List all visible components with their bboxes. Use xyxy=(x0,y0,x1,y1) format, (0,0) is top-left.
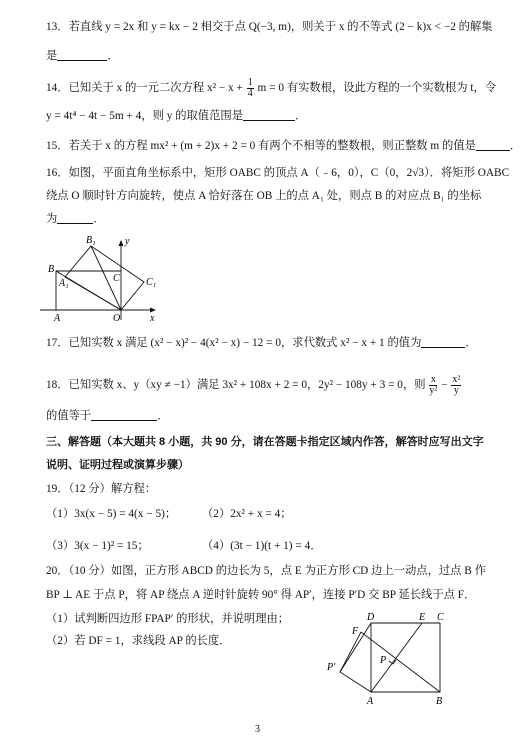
q18-line2 xyxy=(46,409,169,423)
q14-fraction xyxy=(247,78,254,99)
q16-prefix: 为 xyxy=(46,213,58,225)
q14-text-a: 14．已知关于 x 的一元二次方程 x² − x + xyxy=(46,82,243,95)
q18-prefix: 的值等于 xyxy=(46,410,92,422)
q18-fraction-2 xyxy=(451,375,461,396)
q16-label-b1: B₁ xyxy=(86,235,96,246)
q20-right-angle-mark xyxy=(389,660,396,664)
q18-answer-blank xyxy=(91,409,157,421)
q16-label-a1: A₁ xyxy=(59,278,69,289)
q18-minus: − xyxy=(441,379,448,392)
q20-figure xyxy=(320,610,460,710)
q16-label-b: B xyxy=(48,264,55,275)
q19-part3: （3）3(x − 1)² = 15； xyxy=(46,540,149,552)
q13-suffix: ． xyxy=(107,50,119,62)
q20-line4: （2）若 DF = 1，求线段 AP 的长度． xyxy=(46,635,231,647)
q16-line3 xyxy=(46,212,105,226)
q14-frac-den: 4 xyxy=(247,88,253,99)
q14-text-b: m = 0 有实数根，设此方程的一个实数根为 t，令 xyxy=(257,82,497,95)
section3-heading-line1: 三、解答题（本大题共 8 小题，共 90 分，请在答题卡指定区域内作答，解答时应写出文字 xyxy=(46,436,484,448)
q13-answer-blank xyxy=(57,49,107,61)
q19-title: 19．（12 分）解方程： xyxy=(46,483,157,495)
q17-text: 17．已知实数 x 满足 (x² − x)² − 4(x² − x) − 12 = 0，求代数式 x² − x + 1 的值为 xyxy=(46,337,422,349)
q15-line xyxy=(46,139,521,153)
q15-suffix: ． xyxy=(509,140,521,152)
q19-part1: （1）3x(x − 5) = 4(x − 5)； xyxy=(46,508,177,520)
q16-answer-blank xyxy=(57,212,93,224)
q20-line2: BP ⊥ AE 于点 P，将 AP 绕点 A 逆时针旋转 90° 得 AP′，连接 P′D 交 BP 延长线于点 F． xyxy=(46,589,476,601)
q15-answer-blank xyxy=(476,139,510,151)
q16-suffix: ． xyxy=(93,213,105,225)
q16-label-y: y xyxy=(125,236,130,247)
q18-f1-den: y² xyxy=(429,385,438,396)
q16-y-arrow xyxy=(119,240,124,246)
q16-label-o: O xyxy=(113,313,121,324)
q20-label-p: P xyxy=(380,655,387,666)
q15-text: 15．若关于 x 的方程 mx² + (m + 2)x + 2 = 0 有两个不相等的整数根，则正整数 m 的值是 xyxy=(46,140,476,152)
q14-text-c: y = 4t⁴ − 4t − 5m + 4，则 y 的取值范围是 xyxy=(46,110,243,122)
q18-f1-num: x xyxy=(430,374,436,385)
q13-line1: 13．若直线 y = 2x 和 y = kx − 2 相交于点 Q(−3, m)，则关于 x 的不等式 (2 − k)x < −2 的解集 xyxy=(46,21,493,33)
q18-suffix: ． xyxy=(157,410,169,422)
q20-segment-bf xyxy=(361,632,440,692)
q20-label-p-prime: P′ xyxy=(327,662,336,673)
q14-frac-num: 1 xyxy=(247,77,253,88)
q16-label-c: C xyxy=(113,273,120,284)
page-number: 3 xyxy=(255,724,260,735)
q14-answer-blank xyxy=(243,109,295,121)
q17-suffix: ． xyxy=(465,337,477,349)
q17-answer-blank xyxy=(421,336,465,348)
q20-label-e: E xyxy=(419,612,426,623)
q16-label-a: A xyxy=(54,313,61,324)
q17-line xyxy=(46,336,477,350)
q18-line1 xyxy=(46,375,462,396)
q16-x-arrow xyxy=(150,308,156,313)
q20-label-a: A xyxy=(367,696,374,707)
q20-label-b: B xyxy=(436,696,443,707)
q19-part2: （2）2x² + x = 4； xyxy=(202,508,292,520)
q18-f2-den: y xyxy=(453,385,459,396)
q16-rect-rotated xyxy=(65,246,144,310)
section3-heading-line2: 说明、证明过程或演算步骤） xyxy=(46,459,189,471)
q20-label-f: F xyxy=(352,626,359,637)
q16-figure xyxy=(40,232,170,324)
q19-part4: （4）(3t − 1)(t + 1) = 4． xyxy=(202,540,322,552)
q20-label-c: C xyxy=(437,612,444,623)
q14-line1 xyxy=(46,78,496,99)
q14-line2 xyxy=(46,109,306,123)
q18-text: 18．已知实数 x、y（xy ≠ −1）满足 3x² + 108x + 2 = 0，2y² − 108y + 3 = 0，则 xyxy=(46,379,426,392)
q16-line2: 绕点 O 顺时针方向旋转，使点 A 恰好落在 OB 上的点 A₁ 处，则点 B 的对应点 B₁ 的坐标 xyxy=(46,190,482,202)
q16-label-x: x xyxy=(150,313,155,324)
q20-label-d: D xyxy=(367,612,375,623)
q18-fraction-1 xyxy=(429,375,437,396)
q14-suffix: ． xyxy=(295,110,307,122)
q20-line1: 20．（10 分）如图，正方形 ABCD 的边长为 5，点 E 为正方形 CD 边上一动点，过点 B 作 xyxy=(46,565,486,577)
q20-shape-fppa xyxy=(340,632,371,692)
q20-line3: （1）试判断四边形 FPAP′ 的形状，并说明理由； xyxy=(46,613,290,625)
q13-line2 xyxy=(46,49,119,63)
q16-label-c1: C₁ xyxy=(146,277,157,288)
q16-line1: 16．如图，平面直角坐标系中，矩形 OABC 的顶点 A（﹣6，0），C（0，2√3）．将矩形 OABC xyxy=(46,167,510,179)
q18-f2-num: x² xyxy=(452,374,461,385)
q20-segment-ae xyxy=(371,623,422,692)
q13-prefix: 是 xyxy=(46,50,58,62)
